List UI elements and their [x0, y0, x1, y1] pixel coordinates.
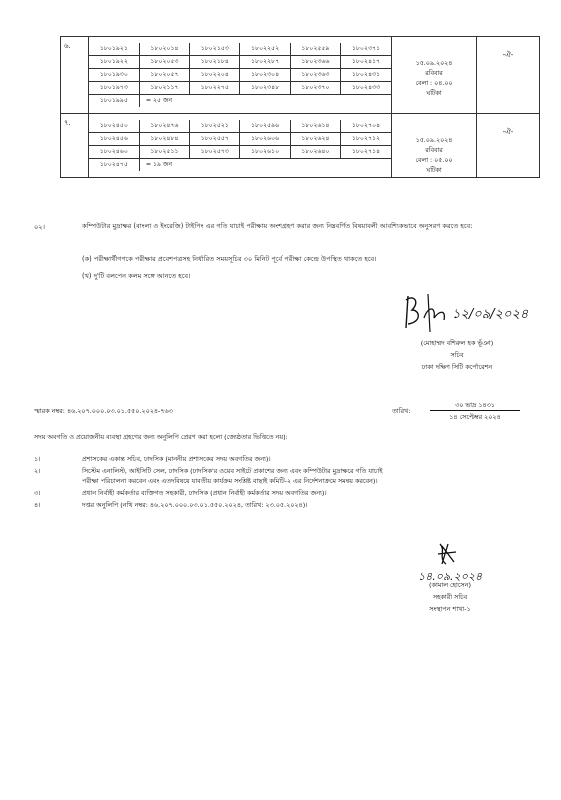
copy-item-number: ৪।	[34, 501, 41, 509]
schedule-row	[61, 114, 540, 178]
roll-number: ১৮০২৪৩১	[341, 69, 391, 82]
roll-number: ১৮০২৩৭০	[290, 82, 340, 95]
instruction-number: ০২।	[34, 223, 45, 231]
roll-number: ১৮০২৫৫৭	[190, 133, 240, 146]
exam-time: বেলা : ০৫.০০	[415, 157, 453, 164]
roll-number: ১৮০২৪৫৬	[89, 133, 139, 146]
last-roll-number: ১৮০১৯৯৫	[89, 95, 139, 108]
roll-number: ১৮০১৯৭৩	[89, 82, 139, 95]
roll-grid	[89, 43, 391, 107]
exam-day: রবিবার	[425, 70, 443, 77]
exam-time-unit: ঘটিকা	[426, 90, 442, 97]
roll-number: ১৮০২০৫৩	[139, 56, 189, 69]
roll-number: ১৮০২১৮৪	[190, 56, 240, 69]
roll-number: ১৮০২৬০৬	[240, 133, 290, 146]
roll-number: ১৮০২৭১২	[341, 133, 391, 146]
roll-number: ১৮০২০১৪	[139, 43, 189, 56]
roll-number: ১৮০২৩৬৩	[290, 69, 340, 82]
exam-time: বেলা : ০৪.০০	[415, 80, 453, 87]
copy-item-number: ৩।	[34, 489, 41, 497]
roll-number: ১৮০১৯২১	[89, 43, 139, 56]
roll-number: ১৮০২৬২৪	[290, 133, 340, 146]
copy-item-text: দপ্তর অনুলিপি (নথি নম্বর: ৪৬.২০৭.০০০.০৩.০১.৫৫০.২০২৪, তারিখ: ২৩.০৫.২০২৪)।	[82, 501, 308, 509]
roll-number: ১৮০১৯৩০	[89, 69, 139, 82]
schedule-row	[61, 37, 540, 114]
assistant-secretary-name: (কামাল হোসেন)	[429, 581, 471, 589]
roll-number: ১৮০২৫৭৩	[190, 146, 240, 159]
copy-item	[34, 454, 534, 464]
serial-number: ৭.	[61, 114, 89, 178]
venue-remark: -ঐ-	[477, 37, 540, 114]
roll-number: ১৮০১৯২২	[89, 56, 139, 69]
roll-schedule-table	[60, 36, 540, 178]
exam-schedule	[392, 114, 477, 178]
copy-item	[34, 488, 534, 498]
exam-day: রবিবার	[425, 147, 443, 154]
copy-item	[34, 500, 534, 510]
roll-number: ১৮০২৫২১	[190, 120, 240, 133]
roll-number: ১৮০২১৫৩	[190, 43, 240, 56]
copy-item	[34, 466, 534, 486]
roll-number: ১৮০২৫১১	[139, 146, 189, 159]
secretary-signature-date: ১২/০৯/২০২৪	[452, 307, 529, 322]
roll-grid	[89, 120, 391, 171]
roll-number: ১৮০২৬১০	[240, 146, 290, 159]
secretary-name: (মোহাম্মদ বশিরুল হক ভূঁঞা)	[420, 339, 494, 347]
roll-number: ১৮০২২৫২	[240, 43, 290, 56]
instruction-text: কম্পিউটার মুদ্রাক্ষর (বাংলা ও ইংরেজি) টাইপিং এর গতি যাচাই পরীক্ষায় অংশগ্রহণ করার জন্য নিম্নবর্ণিত বিষয়াবলী আবশ্যিকভাবে অনুসরণ করতে হবে:	[82, 222, 473, 230]
assistant-secretary-branch: সংস্থাপন শাখা-১	[429, 605, 471, 613]
serial-number: ৬.	[61, 37, 89, 114]
roll-cell	[89, 114, 392, 178]
date-label: তারিখ:	[392, 407, 411, 415]
roll-number: ১৮০২৭০৪	[341, 120, 391, 133]
roll-number: ১৮০২৪৬০	[89, 146, 139, 159]
candidate-count: = ২৫ জন	[139, 95, 189, 108]
roll-number: ১৮০২১১৭	[139, 82, 189, 95]
roll-number: ১৮০২৫৫৯	[290, 43, 340, 56]
exam-date: ১৫.০৯.২০২৪	[415, 137, 453, 144]
copy-intro: সদয় অবগতি ও প্রয়োজনীয় ব্যবস্থা গ্রহণের জন্য অনুলিপি প্রেরণ করা হলো (জ্যেষ্ঠতার ভিত্তিতে নয়):	[34, 433, 288, 441]
roll-number: ১৮০২৪৩৩	[341, 82, 391, 95]
roll-number: ১৮০২৩৪৮	[240, 82, 290, 95]
copy-list	[34, 454, 534, 512]
roll-number: ১৮০২৪৫০	[89, 120, 139, 133]
assistant-secretary-designation: সহকারী সচিব	[432, 593, 468, 601]
roll-number: ১৮০২৬১৪	[290, 120, 340, 133]
roll-number: ১৮০২৩৬৬	[290, 56, 340, 69]
roll-number: ১৮০২০৫৭	[139, 69, 189, 82]
copy-item-text: প্রধান নির্বাহী কর্মকর্তার ব্যক্তিগত সহকারী, ঢাদসিক (প্রধান নির্বাহী কর্মকর্তার সদয় অবগতির জন্য)।	[82, 489, 327, 497]
roll-cell	[89, 37, 392, 114]
copy-item-text: সিস্টেম এনালিস্ট, আইসিটি সেল, ঢাদসিক (ঢাদসিক'র ওয়েব সাইটে প্রকাশের জন্য এবং কম্পিউটার মুদ্রাক্ষরে গতি যাচাই	[82, 467, 383, 475]
copy-item-text: পরীক্ষা পরিচালনা করবেন এবং এতদবিষয়ে যাবতীয় কার্যক্রম সংশ্লিষ্ট বাছাই কমিটি-২ এর নির্দেশনাক্রমে সমন্বয় করবেন)।	[82, 477, 378, 485]
assistant-secretary-signature-date: ১৪.০৯.২০২৪	[418, 570, 483, 583]
candidate-count: = ১৯ জন	[139, 159, 189, 172]
copy-item-number: ২।	[34, 467, 41, 475]
roll-number: ১৮০২৩৭১	[341, 43, 391, 56]
roll-number: ১৮০২৫৯৬	[240, 120, 290, 133]
secretary-office: ঢাকা দক্ষিণ সিটি কর্পোরেশন	[421, 363, 493, 371]
last-roll-number: ১৮০২৪৭৫	[89, 159, 139, 172]
copy-item-text: প্রশাসকের একান্ত সচিব, ঢাদসিক (মাননীয় প্রশাসকের সদয় অবগতির জন্য)।	[82, 455, 271, 463]
roll-number: ১৮০২৪১৭	[341, 56, 391, 69]
memo-number: স্মারক নম্বর: ৪৬.২০৭.০০০.০৩.০১.৫৫০.২০২৪-৭৬৩	[34, 407, 173, 415]
instruction-item-kha: (খ) দু'টি বলপেন কলম সঙ্গে আনতে হবে।	[82, 272, 191, 280]
date-bangla: ৩০ ভাদ্র ১৪৩১	[430, 400, 520, 411]
secretary-designation: সচিব	[450, 351, 464, 359]
exam-date: ১৫.০৯.২০২৪	[415, 60, 453, 67]
secretary-signature	[400, 288, 540, 338]
exam-time-unit: ঘটিকা	[426, 167, 442, 174]
roll-number: ১৮০২৬৪০	[290, 146, 340, 159]
roll-number: ১৮০২৩০৪	[240, 69, 290, 82]
copy-item-number: ১।	[34, 455, 41, 463]
roll-number: ১৮০২৪৮৪	[139, 133, 189, 146]
instruction-item-ka: (ক) পরীক্ষার্থীগণকে পরীক্ষার প্রবেশপত্রসহ নির্ধারিত সময়সূচির ৩০ মিনিট পূর্বে পরীক্ষা কেন্দ্রে উপস্থিত থাকতে হবে।	[82, 255, 377, 263]
roll-number: ১৮০২৭১৪	[341, 146, 391, 159]
date-english: ১৪ সেপ্টেম্বর ২০২৪	[449, 413, 501, 421]
venue-remark: -ঐ-	[477, 114, 540, 178]
roll-number: ১৮০২৪৭৬	[139, 120, 189, 133]
exam-schedule	[392, 37, 477, 114]
roll-number: ১৮০২২৭৫	[190, 82, 240, 95]
roll-number: ১৮০২২০৪	[190, 69, 240, 82]
roll-number: ১৮০২২৮৭	[240, 56, 290, 69]
